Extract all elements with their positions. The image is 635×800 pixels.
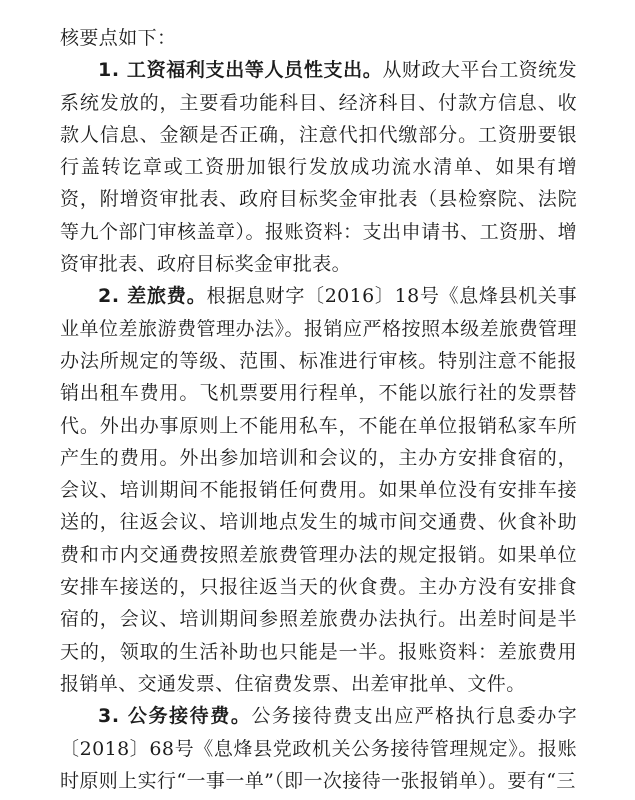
section-wages: [60, 54, 577, 280]
section-body-travel: 根据息财字〔2016〕18号《息烽县机关事业单位差旅游费管理办法》。报销应严格按照本级差旅费管理办法所规定的等级、范围、标准进行审核。特别注意不能报销出租车费用。飞机票要用行程单，不能以旅行社的发票替代。外出办事原则上不能用私车，不能在单位报销私家车所产生的费用。外出参加培训和会议的，主办方安排食宿的，会议、培训期间不能报销任何费用。如果单位没有安排车接送的，往返会议、培训地点发生的城市间交通费、伙食补助费和市内交通费按照差旅费管理办法的规定报销。如果单位安排车接送的，只报往返当天的伙食费。主办方没有安排食宿的，会议、培训期间参照差旅费办法执行。出差时间是半天的，领取的生活补助也只能是一半。报账资料：差旅费用报销单、交通发票、住宿费发票、出差审批单、文件。: [60, 285, 577, 695]
section-heading-wages: 1. 工资福利支出等人员性支出。: [98, 59, 383, 82]
section-heading-reception: 3. 公务接待费。: [98, 705, 252, 728]
section-body-reception: 公务接待费支出应严格执行息委办字〔2018〕68号《息烽县党政机关公务接待管理规定》。报账时原则上实行“一事一单”（即一次接待一张报销单）。要有“三: [60, 705, 577, 792]
section-heading-travel: 2. 差旅费。: [98, 285, 207, 308]
section-body-wages: 从财政大平台工资统发系统发放的，主要看功能科目、经济科目、付款方信息、收款人信息、金额是否正确，注意代扣代缴部分。工资册要银行盖转讫章或工资册加银行发放成功流水清单、如果有增资，附增资审批表、政府目标奖金审批表（县检察院、法院等九个部门审核盖章）。报账资料：支出申请书、工资册、增资审批表、政府目标奖金审批表。: [60, 59, 577, 276]
section-travel: [60, 280, 577, 700]
section-reception: [60, 700, 577, 797]
intro-line: 核要点如下：: [60, 27, 177, 49]
